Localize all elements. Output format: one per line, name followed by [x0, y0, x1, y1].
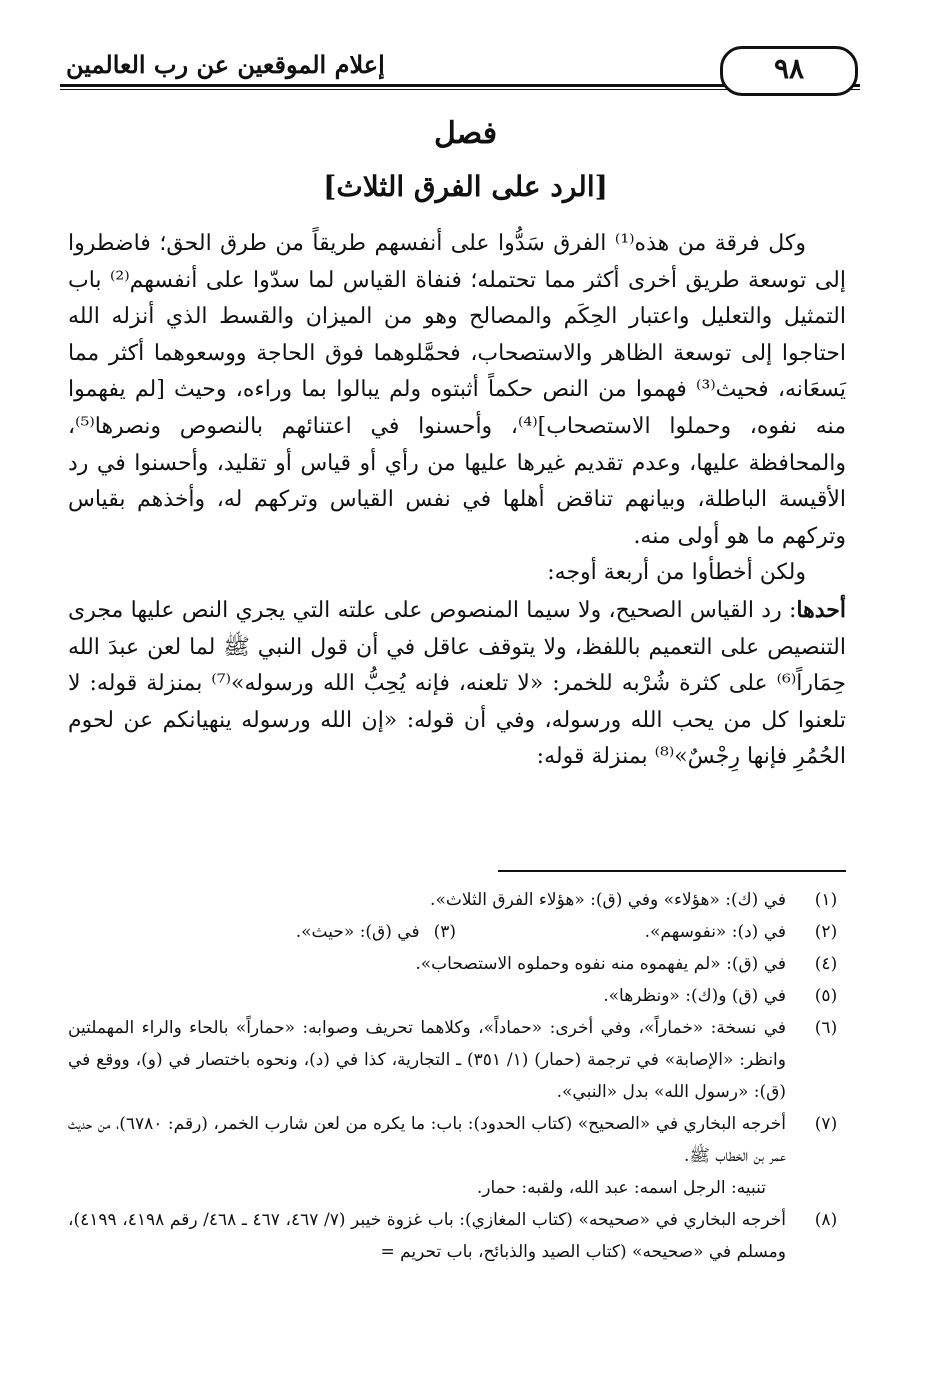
footnote-number: (١) — [814, 890, 838, 910]
footnote-4 — [68, 948, 846, 980]
footnote-text: في (ك): «هؤلاء» وفي (ق): «هؤلاء الفرق الثلاث». — [430, 890, 786, 910]
footnote-text: في نسخة: «خماراً»، وفي أخرى: «حماداً»، وكلاهما تحريف وصوابه: «حماراً» بالحاء والراء المهملتين وانظر: «الإصابة» في ترجمة (حمار) (١/ ٣٥١) ـ التجارية، كذا في (د)، ونحوه باختصار في (و)، ووقع في (ق): «رسول الله» بدل «النبي». — [68, 1018, 786, 1102]
footnote-7-note: تنبيه: الرجل اسمه: عبد الله، ولقبه: حمار. — [476, 1178, 766, 1198]
paragraph-3-lead: أحدها — [796, 596, 846, 623]
footnote-rule — [498, 870, 846, 872]
footnote-number: (٧) — [814, 1114, 838, 1134]
paragraph-1: وكل فرقة من هذه⁽¹⁾ الفرق سَدُّوا على أنفسهم طريقاً من طرق الحق؛ فاضطروا إلى توسعة طريق أخرى أكثر مما تحتمله؛ فنفاة القياس لما سدّوا على أنفسهم⁽²⁾ باب التمثيل والتعليل واعتبار الحِكَم والمصالح وهو من الميزان والقسط الذي أنزله الله احتاجوا إلى توسعة الظاهر والاستصحاب، فحمَّلوهما فوق الحاجة ووسعوهما أكثر مما يَسعَانه، فحيث⁽³⁾ فهموا من النص حكماً أثبتوه ولم يبالوا بما وراءه، وحيث [لم يفهموا منه نفوه، وحملوا الاستصحاب]⁽⁴⁾، وأحسنوا في اعتنائهم بالنصوص ونصرها⁽⁵⁾، والمحافظة عليها، وعدم تقديم غيرها عليها من رأي أو قياس أو تقليد، وأحسنوا في رد الأقيسة الباطلة، وبيانهم تناقض أهلها في نفس القياس وتركهم له، وأخذهم بقياس وتركهم ما هو أولى منه. — [68, 231, 846, 549]
footnote-text: في (ق): «حيث». — [295, 922, 420, 942]
running-title: إعلام الموقعين عن رب العالمين — [66, 50, 385, 79]
footnote-number: (٨) — [814, 1210, 838, 1230]
footnote-number: (٦) — [814, 1018, 838, 1038]
page-number-badge — [720, 46, 858, 96]
section-subtitle: [الرد على الفرق الثلاث] — [323, 170, 608, 203]
footnote-number: (٣) — [433, 922, 456, 942]
paragraph-2: ولكن أخطأوا من أربعة أوجه: — [547, 560, 806, 586]
page-header — [60, 44, 860, 92]
footnote-text: في (ق) و(ك): «ونظرها». — [603, 986, 786, 1006]
footnote-number: (٢) — [814, 922, 838, 942]
footnote-7 — [68, 1108, 846, 1172]
footnote-text: في (د): «نفوسهم». — [644, 922, 786, 942]
page-number: ٩٨ — [773, 52, 805, 85]
footnote-5 — [68, 980, 846, 1012]
section-title: فصل — [433, 116, 498, 151]
footnote-text: في (ق): «لم يفهموه منه نفوه وحملوه الاستصحاب». — [415, 954, 786, 974]
footnote-3 — [296, 916, 456, 948]
paragraph-3-text: : رد القياس الصحيح، ولا سيما المنصوص على علته التي يجري النص عليها مجرى التنصيص على التعميم باللفظ، ولا يتوقف عاقل في أن قول النبي ﷺ لما لعن عبدَ الله حِمَاراً⁽⁶⁾ على كثرة شُرْبه للخمر: «لا تلعنه، فإنه يُحِبُّ الله ورسوله»⁽⁷⁾ بمنزلة قوله: لا تلعنوا كل من يحب الله ورسوله، وفي أن قوله: «إن الله ورسوله ينهيانكم عن لحوم الحُمُرِ فإنها رِجْسٌ»⁽⁸⁾ بمنزلة قوله: — [68, 597, 846, 770]
footnote-2-3 — [68, 916, 846, 948]
footnote-text: أخرجه البخاري في «الصحيح» (كتاب الحدود): باب: ما يكره من لعن شارب الخمر، (رقم: ٦٧٨٠)، من حديث عمر بن الخطاب ﷺ. — [68, 1114, 786, 1166]
footnote-text: أخرجه البخاري في «صحيحه» (كتاب المغازي): باب غزوة خيبر (٧/ ٤٦٧، ٤٦٧ ـ ٤٦٨/ رقم ٤١٩٨، ٤١٩٩)، ومسلم في «صحيحه» (كتاب الصيد والذبائح، باب تحريم = — [68, 1210, 786, 1262]
footnote-number: (٥) — [814, 986, 838, 1006]
footnotes — [68, 884, 846, 1268]
main-text — [68, 226, 846, 776]
footnote-number: (٤) — [814, 954, 838, 974]
footnote-8 — [68, 1204, 846, 1268]
paragraph-3 — [68, 592, 846, 776]
footnote-6 — [68, 1012, 846, 1108]
footnote-1 — [68, 884, 846, 916]
